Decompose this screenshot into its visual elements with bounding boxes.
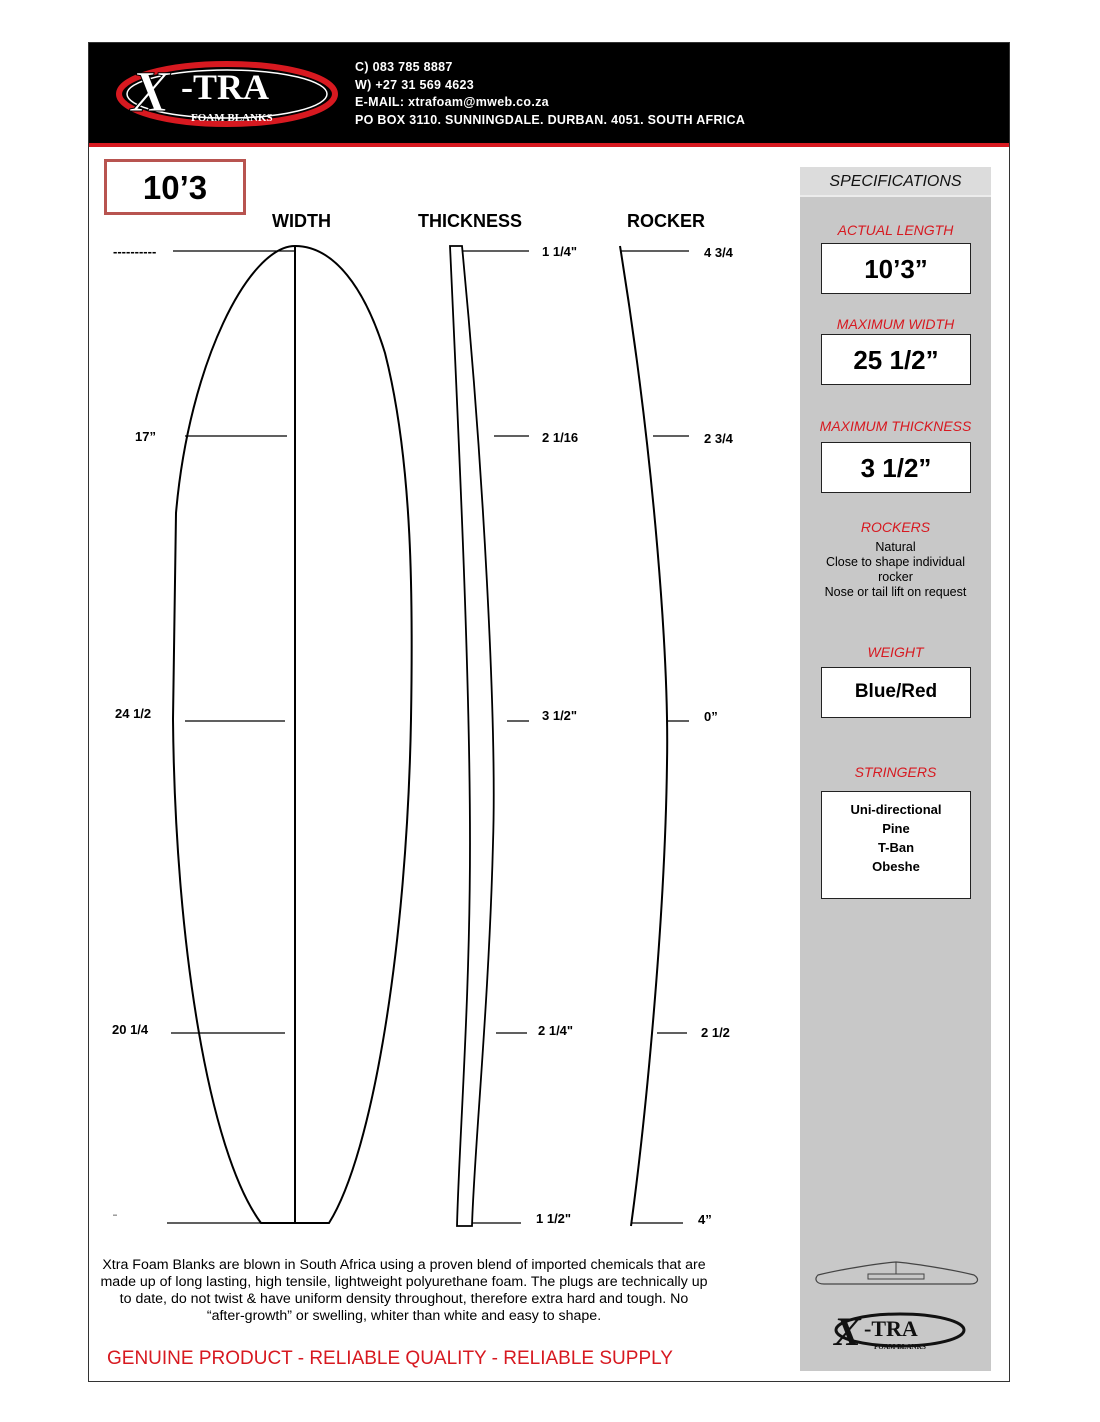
rockers-note: Close to shape individual xyxy=(826,555,965,569)
rockers-label: ROCKERS xyxy=(860,519,931,535)
maximum-width-value: 25 1/2” xyxy=(821,334,971,385)
weight-label: WEIGHT xyxy=(867,644,924,660)
thickness-label-5: 1 1/2" xyxy=(536,1211,572,1226)
actual-length-value: 10’3” xyxy=(821,243,971,294)
stringers-box xyxy=(821,791,971,899)
xtra-logo-small xyxy=(828,1303,968,1357)
weight-value: Blue/Red xyxy=(821,667,971,718)
maximum-thickness-value: 3 1/2” xyxy=(821,442,971,493)
thickness-profile xyxy=(450,246,494,1226)
rocker-label-3: 0” xyxy=(704,709,718,724)
thickness-label-1: 1 1/4" xyxy=(542,244,578,259)
slogan: GENUINE PRODUCT - RELIABLE QUALITY - RELIABLE SUPPLY xyxy=(107,1348,673,1369)
rockers-note: Natural xyxy=(875,540,916,554)
maximum-thickness-label: MAXIMUM THICKNESS xyxy=(819,418,972,434)
svg-text:-TRA: -TRA xyxy=(864,1316,918,1341)
thickness-label-4: 2 1/4" xyxy=(538,1023,574,1038)
svg-text:FOAM BLANKS: FOAM BLANKS xyxy=(874,1343,926,1351)
stringer-item: Pine xyxy=(882,821,910,836)
svg-text:X: X xyxy=(131,59,170,124)
stringer-item: Uni-directional xyxy=(850,802,942,817)
rockers-note: rocker xyxy=(878,570,913,584)
contact-email: E-MAIL: xtrafoam@mweb.co.za xyxy=(355,95,549,109)
rockers-note: Nose or tail lift on request xyxy=(824,585,967,599)
thickness-label-3: 3 1/2" xyxy=(542,708,578,723)
width-label-nose: ---------- xyxy=(113,244,157,259)
actual-length-label: ACTUAL LENGTH xyxy=(837,222,954,238)
stringers-label: STRINGERS xyxy=(854,764,937,780)
stringer-item: Obeshe xyxy=(872,859,920,874)
specifications-title: SPECIFICATIONS xyxy=(800,167,991,195)
rocker-heading: ROCKER xyxy=(627,211,706,231)
contact-address: PO BOX 3110. SUNNINGDALE. DURBAN. 4051. SOUTH AFRICA xyxy=(355,112,746,127)
width-label-2: 24 1/2 xyxy=(115,706,152,721)
rockers-notes xyxy=(800,540,991,600)
model-size-box: 10’3 xyxy=(104,159,246,215)
board-diagram xyxy=(89,43,789,1243)
rocker-label-5: 4” xyxy=(698,1212,712,1227)
specifications-divider xyxy=(800,195,991,197)
contact-work: W) +27 31 569 4623 xyxy=(355,77,475,92)
svg-text:-TRA: -TRA xyxy=(181,67,269,107)
spec-sheet xyxy=(88,42,1010,1382)
contact-cell: C) 083 785 8887 xyxy=(355,60,453,74)
svg-text:FOAM BLANKS: FOAM BLANKS xyxy=(191,112,273,124)
thickness-heading: THICKNESS xyxy=(418,211,523,231)
width-label-tail: -- xyxy=(113,1213,117,1219)
width-label-1: 17” xyxy=(135,429,156,444)
width-heading: WIDTH xyxy=(272,211,331,231)
stringer-item: T-Ban xyxy=(877,840,915,855)
board-outline xyxy=(173,246,412,1223)
maximum-width-label: MAXIMUM WIDTH xyxy=(836,316,955,332)
width-label-3: 20 1/4 xyxy=(112,1022,149,1037)
rocker-label-4: 2 1/2 xyxy=(701,1025,730,1040)
board-cross-section-icon xyxy=(812,1257,980,1297)
specifications-panel xyxy=(800,167,991,1371)
rocker-curve xyxy=(620,246,667,1226)
thickness-label-2: 2 1/16 xyxy=(542,430,579,445)
svg-text:X: X xyxy=(834,1309,861,1354)
product-description: Xtra Foam Blanks are blown in South Africa using a proven blend of imported chemicals that are made up of long lasting, high tensile, lightweight polyurethane foam. The plugs are technically up to date, do not twist & have uniform density throughout, therefore extra hard and tough. No “after-growth” or swelling, whiter than white and easy to shape. xyxy=(100,1257,708,1324)
rocker-label-2: 2 3/4 xyxy=(704,431,733,446)
rocker-label-1: 4 3/4 xyxy=(704,245,733,260)
